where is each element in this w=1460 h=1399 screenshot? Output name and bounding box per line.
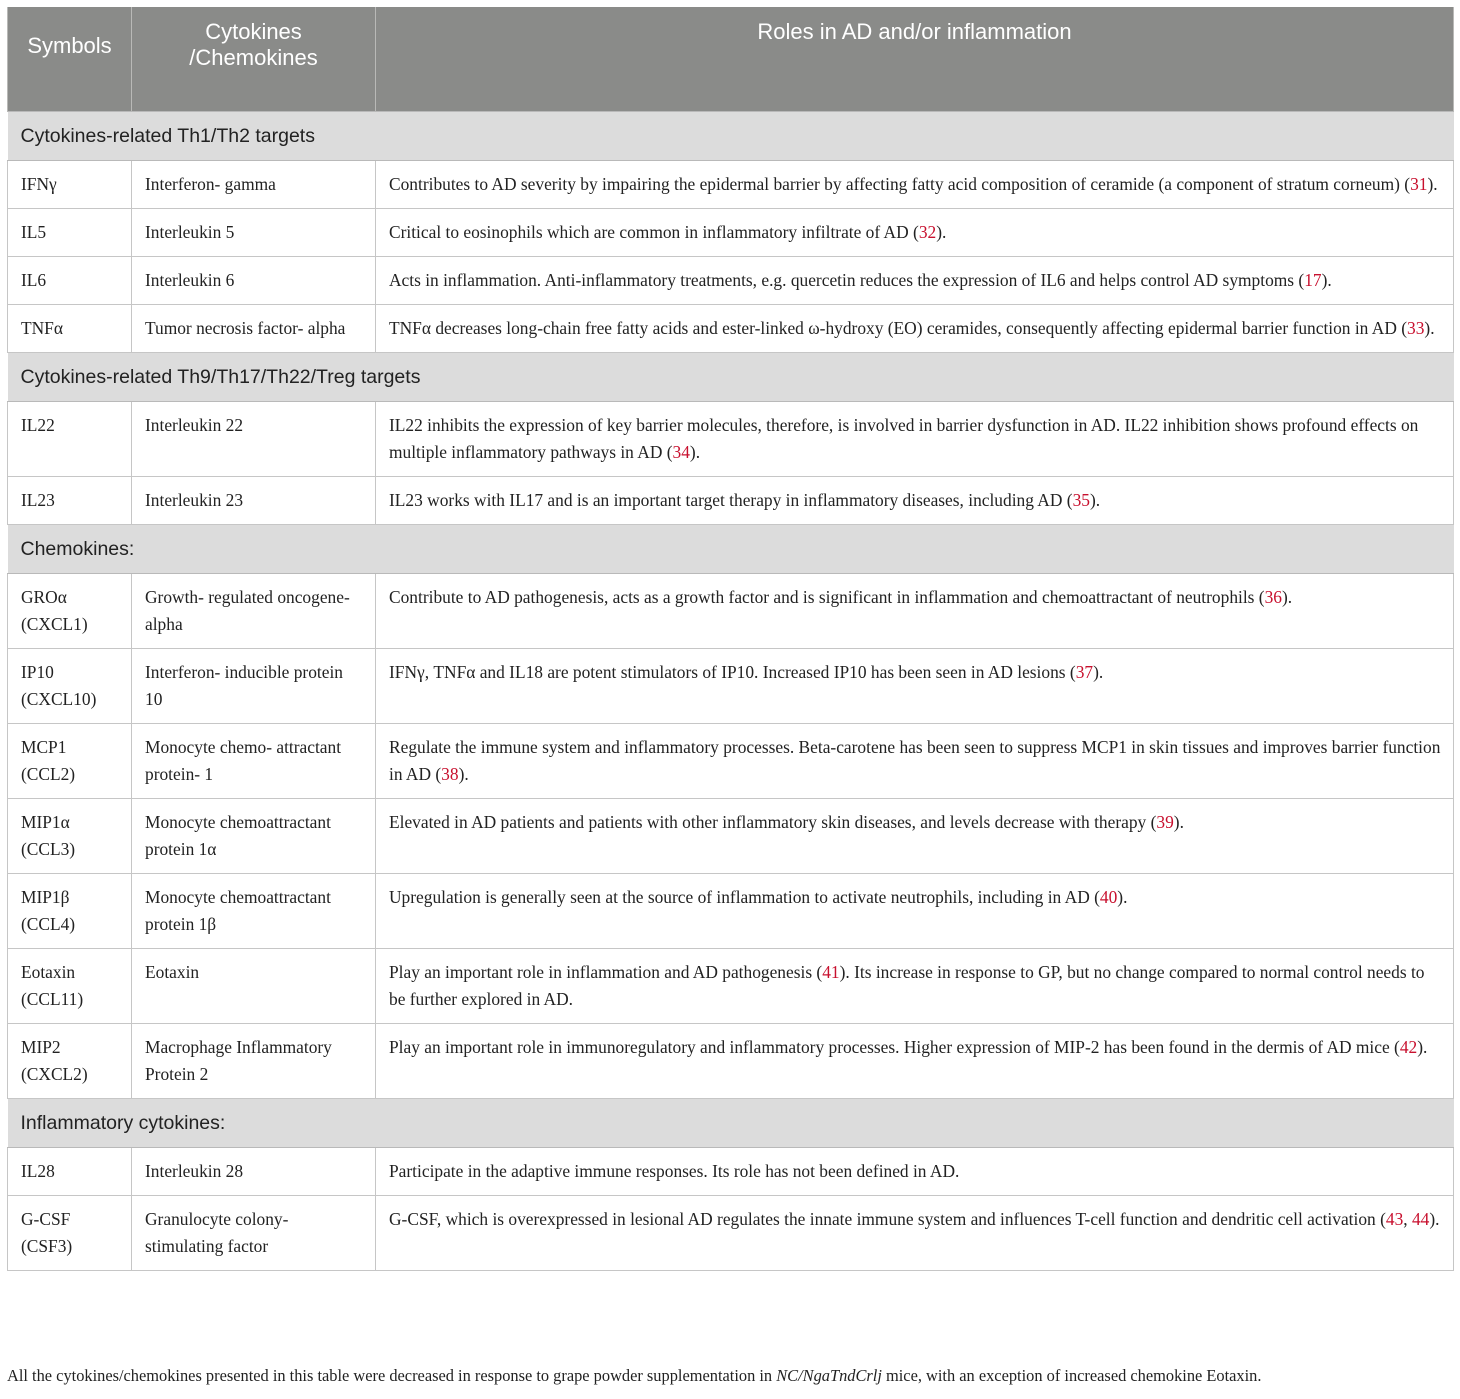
role-text-end: ).	[1427, 174, 1438, 194]
role-text-end: ). Its increase in response to GP, but no change compared to normal control needs to be further explored in AD.	[389, 962, 1425, 1009]
role-text-end: ).	[1429, 1209, 1440, 1229]
symbol-cell: IL23	[8, 477, 132, 525]
table-row	[8, 724, 1454, 799]
table-row	[8, 1148, 1454, 1196]
name-cell: Tumor necrosis factor- alpha	[132, 305, 376, 353]
role-cell	[376, 874, 1454, 949]
section-row	[8, 112, 1454, 161]
reference-link[interactable]: 39	[1156, 812, 1174, 832]
name-cell: Monocyte chemo- attractant protein- 1	[132, 724, 376, 799]
header-cytokines	[132, 7, 376, 112]
role-text-end: ).	[1173, 812, 1184, 832]
table-footnote	[7, 1366, 1453, 1386]
role-cell	[376, 402, 1454, 477]
role-text: G-CSF, which is overexpressed in lesional AD regulates the innate immune system and influences T-cell function and dendritic cell activation (	[389, 1209, 1386, 1229]
name-cell: Macrophage Inflammatory Protein 2	[132, 1024, 376, 1099]
footnote-after: mice, with an exception of increased chemokine Eotaxin.	[881, 1366, 1262, 1385]
reference-link[interactable]: 38	[441, 764, 459, 784]
role-text-end: ).	[1089, 490, 1101, 510]
table-row	[8, 949, 1454, 1024]
role-cell	[376, 1024, 1454, 1099]
reference-link[interactable]: 33	[1407, 318, 1425, 338]
section-title: Cytokines-related Th1/Th2 targets	[8, 112, 1454, 161]
role-text: Elevated in AD patients and patients with other inflammatory skin diseases, and levels decrease with therapy (	[389, 812, 1157, 832]
name-cell: Growth- regulated oncogene- alpha	[132, 574, 376, 649]
role-text-end: ).	[1424, 318, 1435, 338]
role-text: IL22 inhibits the expression of key barrier molecules, therefore, is involved in barrier dysfunction in AD. IL22 inhibition shows profound effects on multiple inflammatory pathways in AD (	[389, 415, 1419, 462]
name-cell: Interleukin 5	[132, 209, 376, 257]
name-cell: Interferon- gamma	[132, 161, 376, 209]
header-symbols: Symbols	[8, 7, 132, 112]
table-row	[8, 305, 1454, 353]
section-title: Cytokines-related Th9/Th17/Th22/Treg targets	[8, 353, 1454, 402]
symbol-cell: Eotaxin (CCL11)	[8, 949, 132, 1024]
reference-link[interactable]: 40	[1099, 887, 1118, 907]
symbol-cell: G-CSF (CSF3)	[8, 1196, 132, 1271]
role-text-end: ).	[1321, 270, 1332, 290]
role-text: Upregulation is generally seen at the source of inflammation to activate neutrophils, including in AD (	[389, 887, 1100, 907]
role-text: Participate in the adaptive immune responses. Its role has not been defined in AD.	[389, 1161, 960, 1181]
reference-link[interactable]: 37	[1075, 662, 1094, 682]
role-cell: G-CSF, which is overexpressed in lesional AD regulates the innate immune system and influences T-cell function and dendritic cell activation (43, 44).	[376, 1196, 1454, 1271]
role-text-end: ).	[689, 442, 701, 462]
reference-link[interactable]: 44	[1411, 1209, 1430, 1229]
header-cytokines-label: Cytokines /Chemokines	[189, 19, 318, 70]
role-text-end: ).	[458, 764, 469, 784]
role-text: IFNγ, TNFα and IL18 are potent stimulators of IP10. Increased IP10 has been seen in AD lesions (	[389, 662, 1076, 682]
reference-link[interactable]: 17	[1304, 270, 1322, 290]
role-text: TNFα decreases long-chain free fatty acids and ester-linked ω-hydroxy (EO) ceramides, consequently affecting epidermal barrier function in AD (	[389, 318, 1408, 338]
symbol-cell: MIP1α (CCL3)	[8, 799, 132, 874]
symbol-cell: IL22	[8, 402, 132, 477]
name-cell: Eotaxin	[132, 949, 376, 1024]
role-text: Regulate the immune system and inflammatory processes. Beta-carotene has been seen to suppress MCP1 in skin tissues and improves barrier function in AD (	[389, 737, 1441, 784]
role-text-end: ).	[1281, 587, 1293, 607]
role-cell	[376, 305, 1454, 353]
table-row	[8, 402, 1454, 477]
table-row	[8, 799, 1454, 874]
reference-link[interactable]: 34	[672, 442, 690, 462]
role-cell	[376, 209, 1454, 257]
section-title: Inflammatory cytokines:	[8, 1099, 1454, 1148]
reference-link[interactable]: 36	[1264, 587, 1282, 607]
name-cell: Interleukin 23	[132, 477, 376, 525]
role-text: Critical to eosinophils which are common in inflammatory infiltrate of AD (	[389, 222, 919, 242]
table-row	[8, 649, 1454, 724]
table-row	[8, 1024, 1454, 1099]
role-text: Acts in inflammation. Anti-inflammatory treatments, e.g. quercetin reduces the expression of IL6 and helps control AD symptoms (	[389, 270, 1305, 290]
role-cell	[376, 799, 1454, 874]
role-cell	[376, 1148, 1454, 1196]
role-cell	[376, 724, 1454, 799]
symbol-cell: IP10 (CXCL10)	[8, 649, 132, 724]
name-cell: Interferon- inducible protein 10	[132, 649, 376, 724]
role-text: Play an important role in immunoregulatory and inflammatory processes. Higher expression of MIP-2 has been found in the dermis of AD mice (	[389, 1037, 1400, 1057]
role-text: IL23 works with IL17 and is an important target therapy in inflammatory diseases, including AD (	[389, 490, 1073, 510]
section-title: Chemokines:	[8, 525, 1454, 574]
symbol-cell: TNFα	[8, 305, 132, 353]
section-row	[8, 353, 1454, 402]
symbol-cell: IL5	[8, 209, 132, 257]
symbol-cell: IL6	[8, 257, 132, 305]
reference-link[interactable]: 43	[1385, 1209, 1404, 1229]
reference-link[interactable]: 35	[1072, 490, 1090, 510]
name-cell: Interleukin 22	[132, 402, 376, 477]
name-cell: Interleukin 28	[132, 1148, 376, 1196]
reference-link[interactable]: 41	[822, 962, 840, 982]
name-cell: Granulocyte colony- stimulating factor	[132, 1196, 376, 1271]
role-text: Contribute to AD pathogenesis, acts as a growth factor and is significant in inflammation and chemoattractant of neutrophils (	[389, 587, 1265, 607]
table-row	[8, 1196, 1454, 1271]
reference-link[interactable]: 32	[918, 222, 937, 242]
role-cell	[376, 161, 1454, 209]
name-cell: Monocyte chemoattractant protein 1β	[132, 874, 376, 949]
table-row	[8, 257, 1454, 305]
symbol-cell: GROα (CXCL1)	[8, 574, 132, 649]
role-text-end: ).	[1117, 887, 1128, 907]
reference-link[interactable]: 31	[1410, 174, 1428, 194]
role-cell	[376, 574, 1454, 649]
role-cell	[376, 257, 1454, 305]
name-cell: Monocyte chemoattractant protein 1α	[132, 799, 376, 874]
footnote-before: All the cytokines/chemokines presented in this table were decreased in response to grape powder supplementation in	[7, 1366, 777, 1385]
role-cell	[376, 949, 1454, 1024]
table-body	[8, 112, 1454, 1271]
symbol-cell: MIP1β (CCL4)	[8, 874, 132, 949]
table-row	[8, 574, 1454, 649]
role-cell	[376, 649, 1454, 724]
role-text-end: ).	[936, 222, 947, 242]
table-header	[8, 7, 1454, 112]
name-cell: Interleukin 6	[132, 257, 376, 305]
table-row	[8, 209, 1454, 257]
symbol-cell: MIP2 (CXCL2)	[8, 1024, 132, 1099]
section-row	[8, 525, 1454, 574]
role-text-end: ).	[1093, 662, 1104, 682]
reference-link[interactable]: 42	[1399, 1037, 1418, 1057]
symbol-cell: IFNγ	[8, 161, 132, 209]
section-row	[8, 1099, 1454, 1148]
role-text: Contributes to AD severity by impairing the epidermal barrier by affecting fatty acid composition of ceramide (a component of stratum corneum) (	[389, 174, 1411, 194]
table-row	[8, 874, 1454, 949]
role-cell	[376, 477, 1454, 525]
cytokine-table	[7, 7, 1454, 1271]
role-text-end: ).	[1417, 1037, 1428, 1057]
header-roles: Roles in AD and/or inflammation	[376, 7, 1454, 112]
table-row	[8, 477, 1454, 525]
footnote-strain: NC/NgaTndCrlj	[776, 1366, 882, 1385]
symbol-cell: MCP1 (CCL2)	[8, 724, 132, 799]
symbol-cell: IL28	[8, 1148, 132, 1196]
table-row	[8, 161, 1454, 209]
role-text: Play an important role in inflammation and AD pathogenesis (	[389, 962, 823, 982]
